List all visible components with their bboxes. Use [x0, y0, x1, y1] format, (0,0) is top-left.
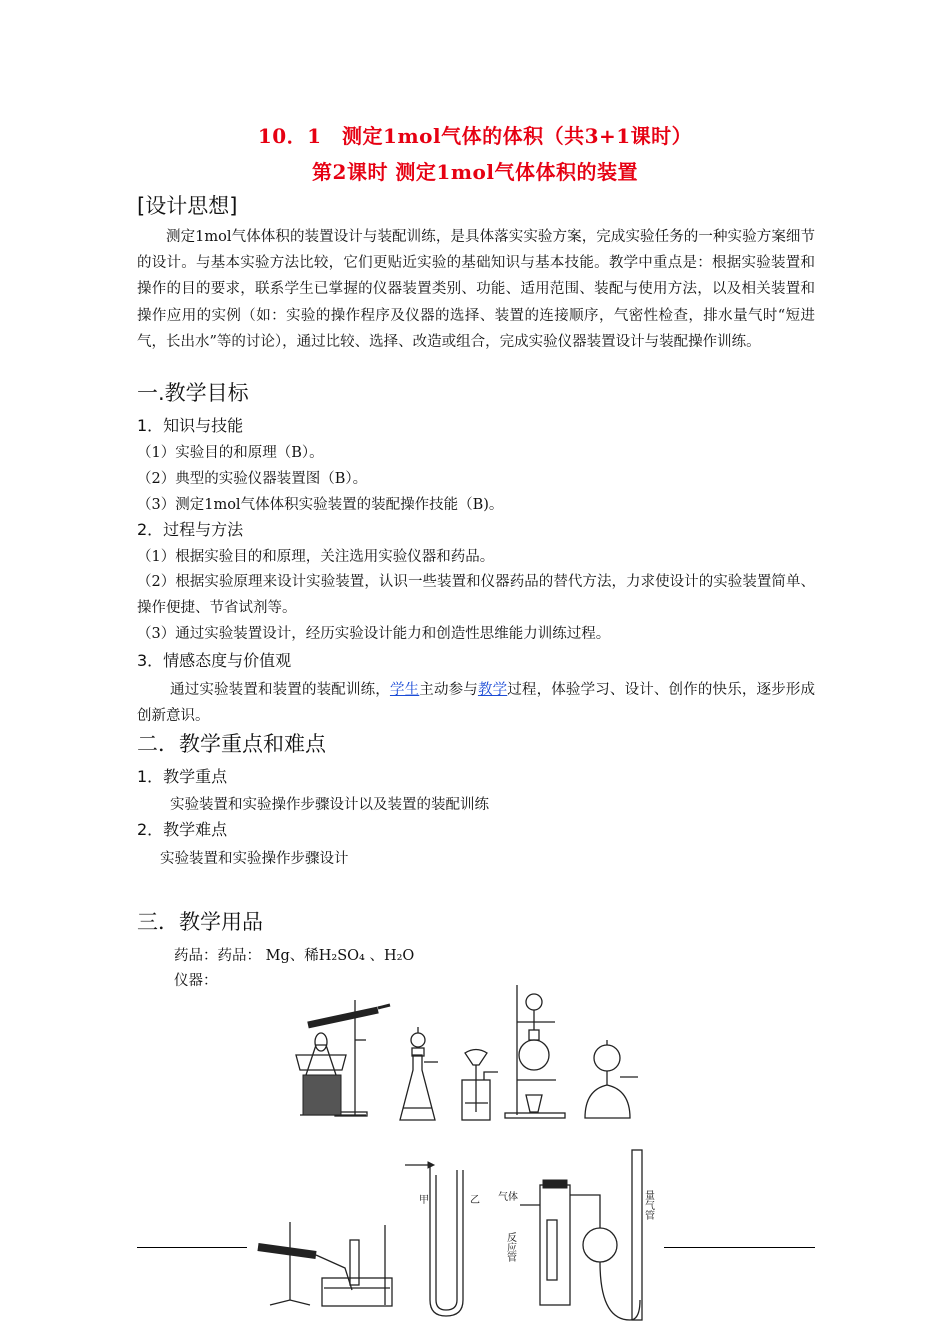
- knowledge-item-3: （3）测定1mol气体体积实验装置的装配操作技能（B)。: [137, 497, 504, 513]
- footer-rule-left: [137, 1247, 247, 1248]
- title-line-2: 第2课时 测定1mol气体体积的装置: [312, 160, 638, 184]
- attitude-heading: 3．情感态度与价值观: [137, 651, 292, 670]
- keypoints-heading: 二．教学重点和难点: [137, 732, 326, 756]
- reagents-line: 药品：药品： Mg、稀H₂SO₄ 、H₂O: [174, 948, 415, 964]
- flask-with-funnel: [400, 1027, 438, 1120]
- round-flask-on-stand: [505, 985, 565, 1118]
- process-heading: 2．过程与方法: [137, 520, 244, 539]
- instruments-line: 仪器：: [174, 973, 218, 989]
- process-item-2: （2）根据实验原理来设计实验装置，认识一些装置和仪器药品的替代方法，力求使设计的实验装置简单、操作便捷、节省试剂等。: [137, 574, 815, 617]
- u-tube-apparatus: [405, 1162, 480, 1316]
- focus-heading: 1．教学重点: [137, 767, 228, 786]
- link-teaching[interactable]: 教学: [477, 682, 508, 698]
- bottle-with-funnel: [462, 1050, 498, 1121]
- gas-measuring-apparatus: [498, 1150, 655, 1320]
- label-jia: 甲: [419, 1195, 429, 1206]
- title-line-1: 10．1 测定1mol气体的体积（共3+1课时）: [257, 124, 693, 148]
- label-reaction-tube: 反应管: [504, 1232, 516, 1262]
- test-tube-heating-apparatus: [296, 1000, 390, 1116]
- goals-heading: 一.教学目标: [137, 381, 249, 405]
- footer-rule-right: [664, 1247, 815, 1248]
- knowledge-item-2: （2）典型的实验仪器装置图（B）。: [137, 471, 368, 487]
- label-gas: 气体: [498, 1192, 518, 1203]
- design-heading: [设计思想]: [137, 194, 238, 218]
- link-students[interactable]: 学生: [389, 682, 420, 698]
- knowledge-heading: 1．知识与技能: [137, 416, 244, 435]
- process-item-1: （1）根据实验目的和原理，关注选用实验仪器和药品。: [137, 549, 495, 565]
- difficulty-text: 实验装置和实验操作步骤设计: [160, 851, 349, 867]
- knowledge-item-1: （1）实验目的和原理（B）。: [137, 445, 324, 461]
- kipp-generator: [585, 1040, 638, 1118]
- difficulty-heading: 2．教学难点: [137, 820, 228, 839]
- attitude-text-mid: 主动参与: [419, 682, 478, 698]
- label-gas-burette: 量气管: [642, 1190, 654, 1220]
- materials-heading: 三．教学用品: [137, 910, 263, 934]
- attitude-text-before: 通过实验装置和装置的装配训练，: [170, 682, 390, 698]
- attitude-text-after: 过程，体验学习、设计、创作的快乐，逐步形成创新意识。: [137, 682, 816, 725]
- focus-text: 实验装置和实验操作步骤设计以及装置的装配训练: [170, 797, 489, 813]
- process-item-3: （3）通过实验装置设计，经历实验设计能力和创造性思维能力训练过程。: [137, 626, 611, 642]
- water-collection-apparatus: [258, 1222, 392, 1306]
- design-paragraph: 测定1mol气体体积的装置设计与装配训练，是具体落实实验方案，完成实验任务的一种实验方案细节的设计。与基本实验方法比较，它们更贴近实验的基础知识与基本技能。教学中重点是：根据实验装置和操作的目的要求，联系学生已掌握的仪器装置类别、功能、适用范围、装配与使用方法，以及相关装置和操作应用的实例（如：实验的操作程序及仪器的选择、装置的连接顺序，气密性检查，排水量气时“短进气，长出水”等的讨论），通过比较、选择、改造或组合，完成实验仪器装置设计与装配操作训练。: [137, 229, 815, 350]
- label-yi: 乙: [470, 1195, 480, 1206]
